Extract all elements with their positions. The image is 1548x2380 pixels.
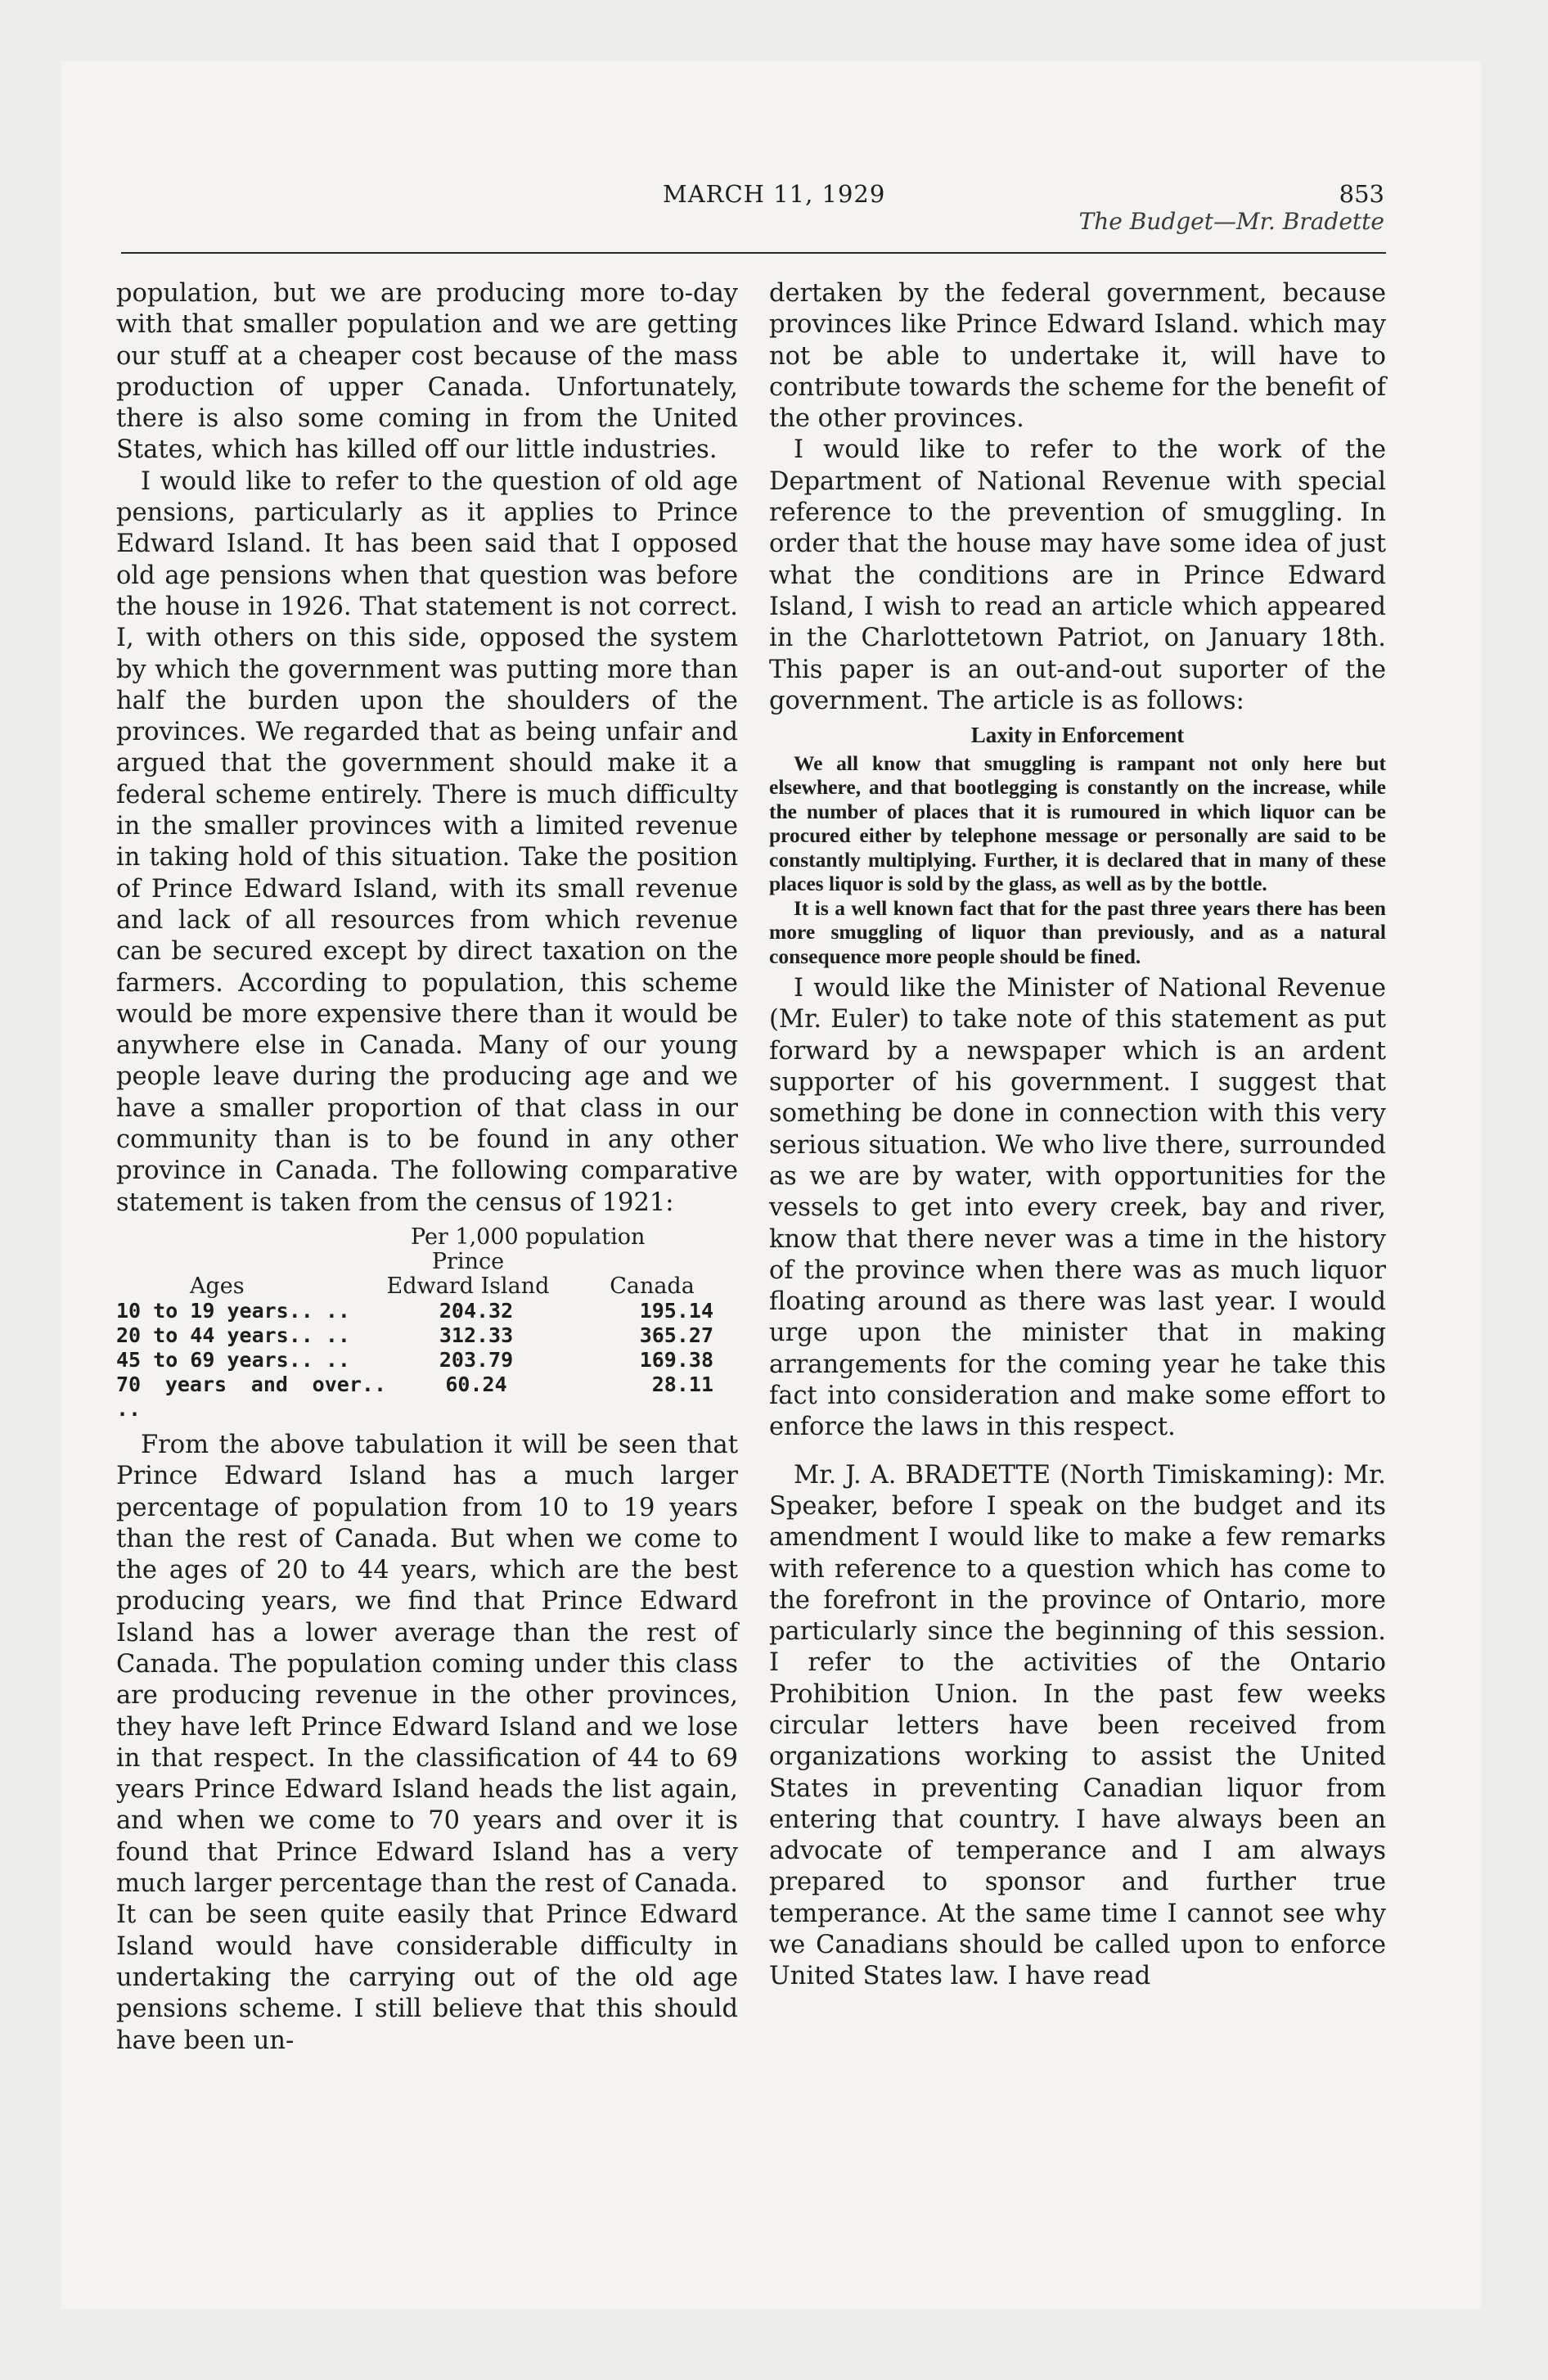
quote-paragraph: It is a well known fact that for the past three years there has been more smuggling of liquor than previously, and as a natural consequence more people should be fined. <box>769 895 1386 968</box>
header-rule <box>121 252 1386 254</box>
col-header-ages: Ages <box>190 1273 245 1299</box>
table-group-header <box>116 1225 738 1250</box>
table-row: 70 years and over.. .. 60.24 28.11 <box>116 1372 713 1421</box>
census-table <box>116 1225 738 1422</box>
paragraph: I would like the Minister of National Revenue (Mr. Euler) to take note of this statement as put forward by a newspaper which is an ardent supporter of his government. I suggest that something be done in connection with this very serious situation. We who live there, surrounded as we are by water, with opportunities for the vessels to get into every creek, bay and river, know that there never was a time in the history of the province when there was as much liquor floating around as there was last year. I would urge upon the minister that in making arrangements for the coming year he take this fact into consideration and make some effort to enforce the laws in this respect. <box>769 974 1386 1442</box>
page-header <box>61 180 1481 235</box>
paragraph-text: Mr. Speaker, before I speak on the budget and its amendment I would like to make a few remarks with reference to a question which has come to the forefront in the province of Ontario, more particularly since the beginning of this session. I refer to the activities of the Ontario Prohibition Union. In the past few weeks circular letters have been received from organizations working to assist the United States in preventing Canadian liquor from entering that country. I have always been an advocate of temperance and I am always prepared to sponsor and further true temperance. At the same time I cannot see why we Canadians should be called upon to enforce United States law. I have read <box>769 1460 1386 1991</box>
table-row: 20 to 44 years.. .. 312.33 365.27 <box>116 1323 713 1347</box>
paragraph: I would like to refer to the question of old age pensions, particularly as it applies to Prince Edward Island. It has been said that I opposed old age pensions when that question was before the house in 1926. That statement is not correct. I, with others on this side, opposed the system by which the government was putting more than half the burden upon the shoulders of the provinces. We regarded that as being unfair and argued that the government should make it a federal scheme entirely. There is much difficulty in the smaller provinces with a limited revenue in taking hold of this situation. Take the position of Prince Edward Island, with its small revenue and lack of all resources from which revenue can be secured except by direct taxation on the farmers. According to population, this scheme would be more expensive there than it would be anywhere else in Canada. Many of our young people leave during the producing age and we have a smaller proportion of that class in our community than is to be found in any other province in Canada. The following comparative statement is taken from the census of 1921: <box>116 467 738 1217</box>
col-header-canada: Canada <box>610 1273 695 1299</box>
table-group-label: Per 1,000 population <box>411 1224 646 1250</box>
speaker-name: Mr. J. A. BRADETTE (North Timiskaming): <box>794 1460 1334 1490</box>
header-subtitle: The Budget—Mr. Bradette <box>1078 208 1384 235</box>
quoted-article <box>769 723 1386 968</box>
paragraph: I would like to refer to the work of the Department of National Revenue with special reference to the prevention of smuggling. In order that the house may have some idea of just what the conditions are in Prince Edward Island, I wish to read an article which appeared in the Charlottetown Patriot, on January 18th. This paper is an out-and-out suporter of the government. The article is as follows: <box>769 435 1386 715</box>
table-header <box>116 1250 738 1299</box>
document-page <box>61 61 1481 2310</box>
left-column <box>116 278 738 2057</box>
page-number: 853 <box>1339 180 1384 208</box>
paragraph: population, but we are producing more to-day with that smaller population and we are getting our stuff at a cheaper cost because of the mass production of upper Canada. Unfortunately, there is also some coming in from the United States, which has killed off our little industries. <box>116 279 738 465</box>
table-row: 45 to 69 years.. .. 203.79 169.38 <box>116 1347 713 1372</box>
header-date: MARCH 11, 1929 <box>663 180 886 208</box>
col-header-pei: Prince Edward Island <box>386 1248 550 1299</box>
speaker-paragraph <box>769 1460 1386 1993</box>
quote-paragraph: We all know that smuggling is rampant not only here but elsewhere, and that bootlegging is constantly on the increase, while the number of places that it is rumoured in which liquor can be procured either by telephone message or personally are said to be constantly multiplying. Further, it is declared that in many of these places liquor is sold by the glass, as well as by the bottle. <box>769 751 1386 896</box>
quote-title: Laxity in Enforcement <box>970 723 1185 748</box>
right-column <box>769 278 1386 1993</box>
paragraph: dertaken by the federal government, because provinces like Prince Edward Island. which may not be able to undertake it, will have to contribute towards the scheme for the benefit of the other provinces. <box>769 279 1386 434</box>
table-row: 10 to 19 years.. .. 204.32 195.14 <box>116 1298 713 1323</box>
paragraph: From the above tabulation it will be seen that Prince Edward Island has a much larger percentage of population from 10 to 19 years than the rest of Canada. But when we come to the ages of 20 to 44 years, which are the best producing years, we find that Prince Edward Island has a lower average than the rest of Canada. The population coming under this class are producing revenue in the other provinces, they have left Prince Edward Island and we lose in that respect. In the classification of 44 to 69 years Prince Edward Island heads the list again, and when we come to 70 years and over it is found that Prince Edward Island has a very much larger percentage than the rest of Canada. It can be seen quite easily that Prince Edward Island would have considerable difficulty in undertaking the carrying out of the old age pensions scheme. I still believe that this should have been un- <box>116 1430 738 2055</box>
